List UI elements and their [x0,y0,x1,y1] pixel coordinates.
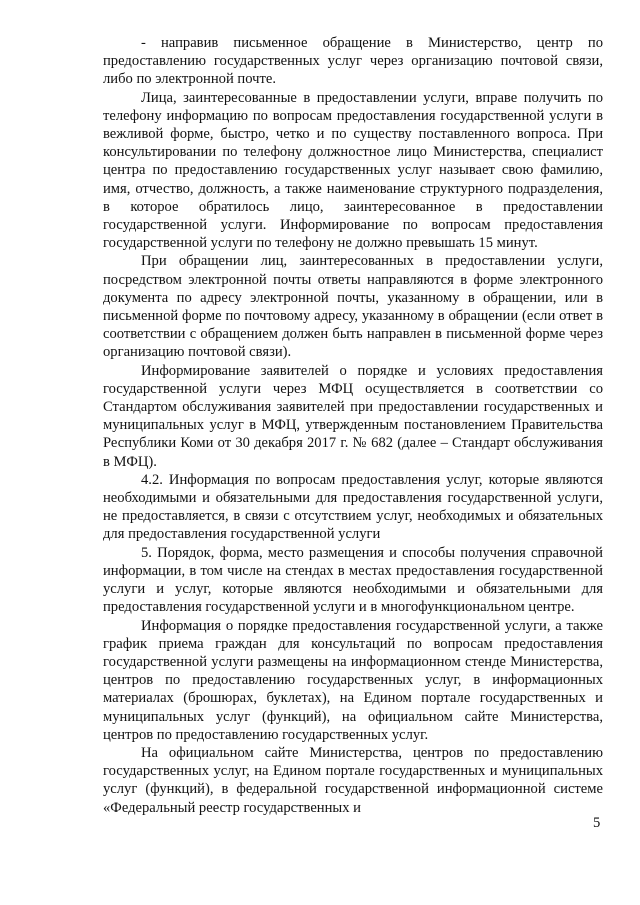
paragraph-1: - направив письменное обращение в Министерство, центр по предоставлению государственных услуг через организацию почтовой связи, либо по электронной почте. [103,35,603,88]
document-body [103,34,603,817]
paragraph-5: 4.2. Информация по вопросам предоставления услуг, которые являются необходимыми и обязательными для предоставления государственной услуги, не предоставляется, в связи с отсутствием услуг, необходимых и обязательных для предоставления государственной услуги [103,471,603,543]
paragraph-8: На официальном сайте Министерства, центров по предоставлению государственных услуг, на Едином портале государственных и муниципальных услуг (функций), в федеральной государственной информационной системе «Федеральный реестр государственных и [103,744,603,816]
paragraph-4: Информирование заявителей о порядке и условиях предоставления государственной услуги через МФЦ осуществляется в соответствии со Стандартом обслуживания заявителей при предоставлении государственных и муниципальных услуг в МФЦ, утвержденным постановлением Правительства Республики Коми от 30 декабря 2017 г. № 682 (далее – Стандарт обслуживания в МФЦ). [103,362,603,470]
paragraph-7: Информация о порядке предоставления государственной услуги, а также график приема граждан для консультаций по вопросам предоставления государственной услуги размещены на информационном стенде Министерства, центров по предоставлению государственных услуг, в информационных материалах (брошюрах, буклетах), на Едином портале государственных и муниципальных услуг (функций), на официальном сайте Министерства, центров по предоставлению государственных услуг. [103,617,603,743]
paragraph-3: При обращении лиц, заинтересованных в предоставлении услуги, посредством электронной почты ответы направляются в форме электронного документа по адресу электронной почты, указанному в обращении, или в письменной форме по почтовому адресу, указанному в обращении (если ответ в соответствии с обращением должен быть направлен в письменной форме через организацию почтовой связи). [103,253,603,361]
paragraph-2: Лица, заинтересованные в предоставлении услуги, вправе получить по телефону информацию по вопросам предоставления государственной услуги в вежливой форме, быстро, четко и по существу поставленного вопроса. При консультировании по телефону должностное лицо Министерства, специалист центра по предоставлению государственных услуг называет свою фамилию, имя, отчество, должность, а также наименование структурного подразделения, в которое обратилось лицо, заинтересованное в предоставлении государственной услуги. Информирование по вопросам предоставления государственной услуги по телефону не должно превышать 15 минут. [103,89,603,252]
paragraph-6: 5. Порядок, форма, место размещения и способы получения справочной информации, в том числе на стендах в местах предоставления государственной услуги и услуг, которые являются необходимыми и обязательными для предоставления государственной услуги и в многофункциональном центре. [103,544,603,616]
page-number: 5 [593,815,601,831]
